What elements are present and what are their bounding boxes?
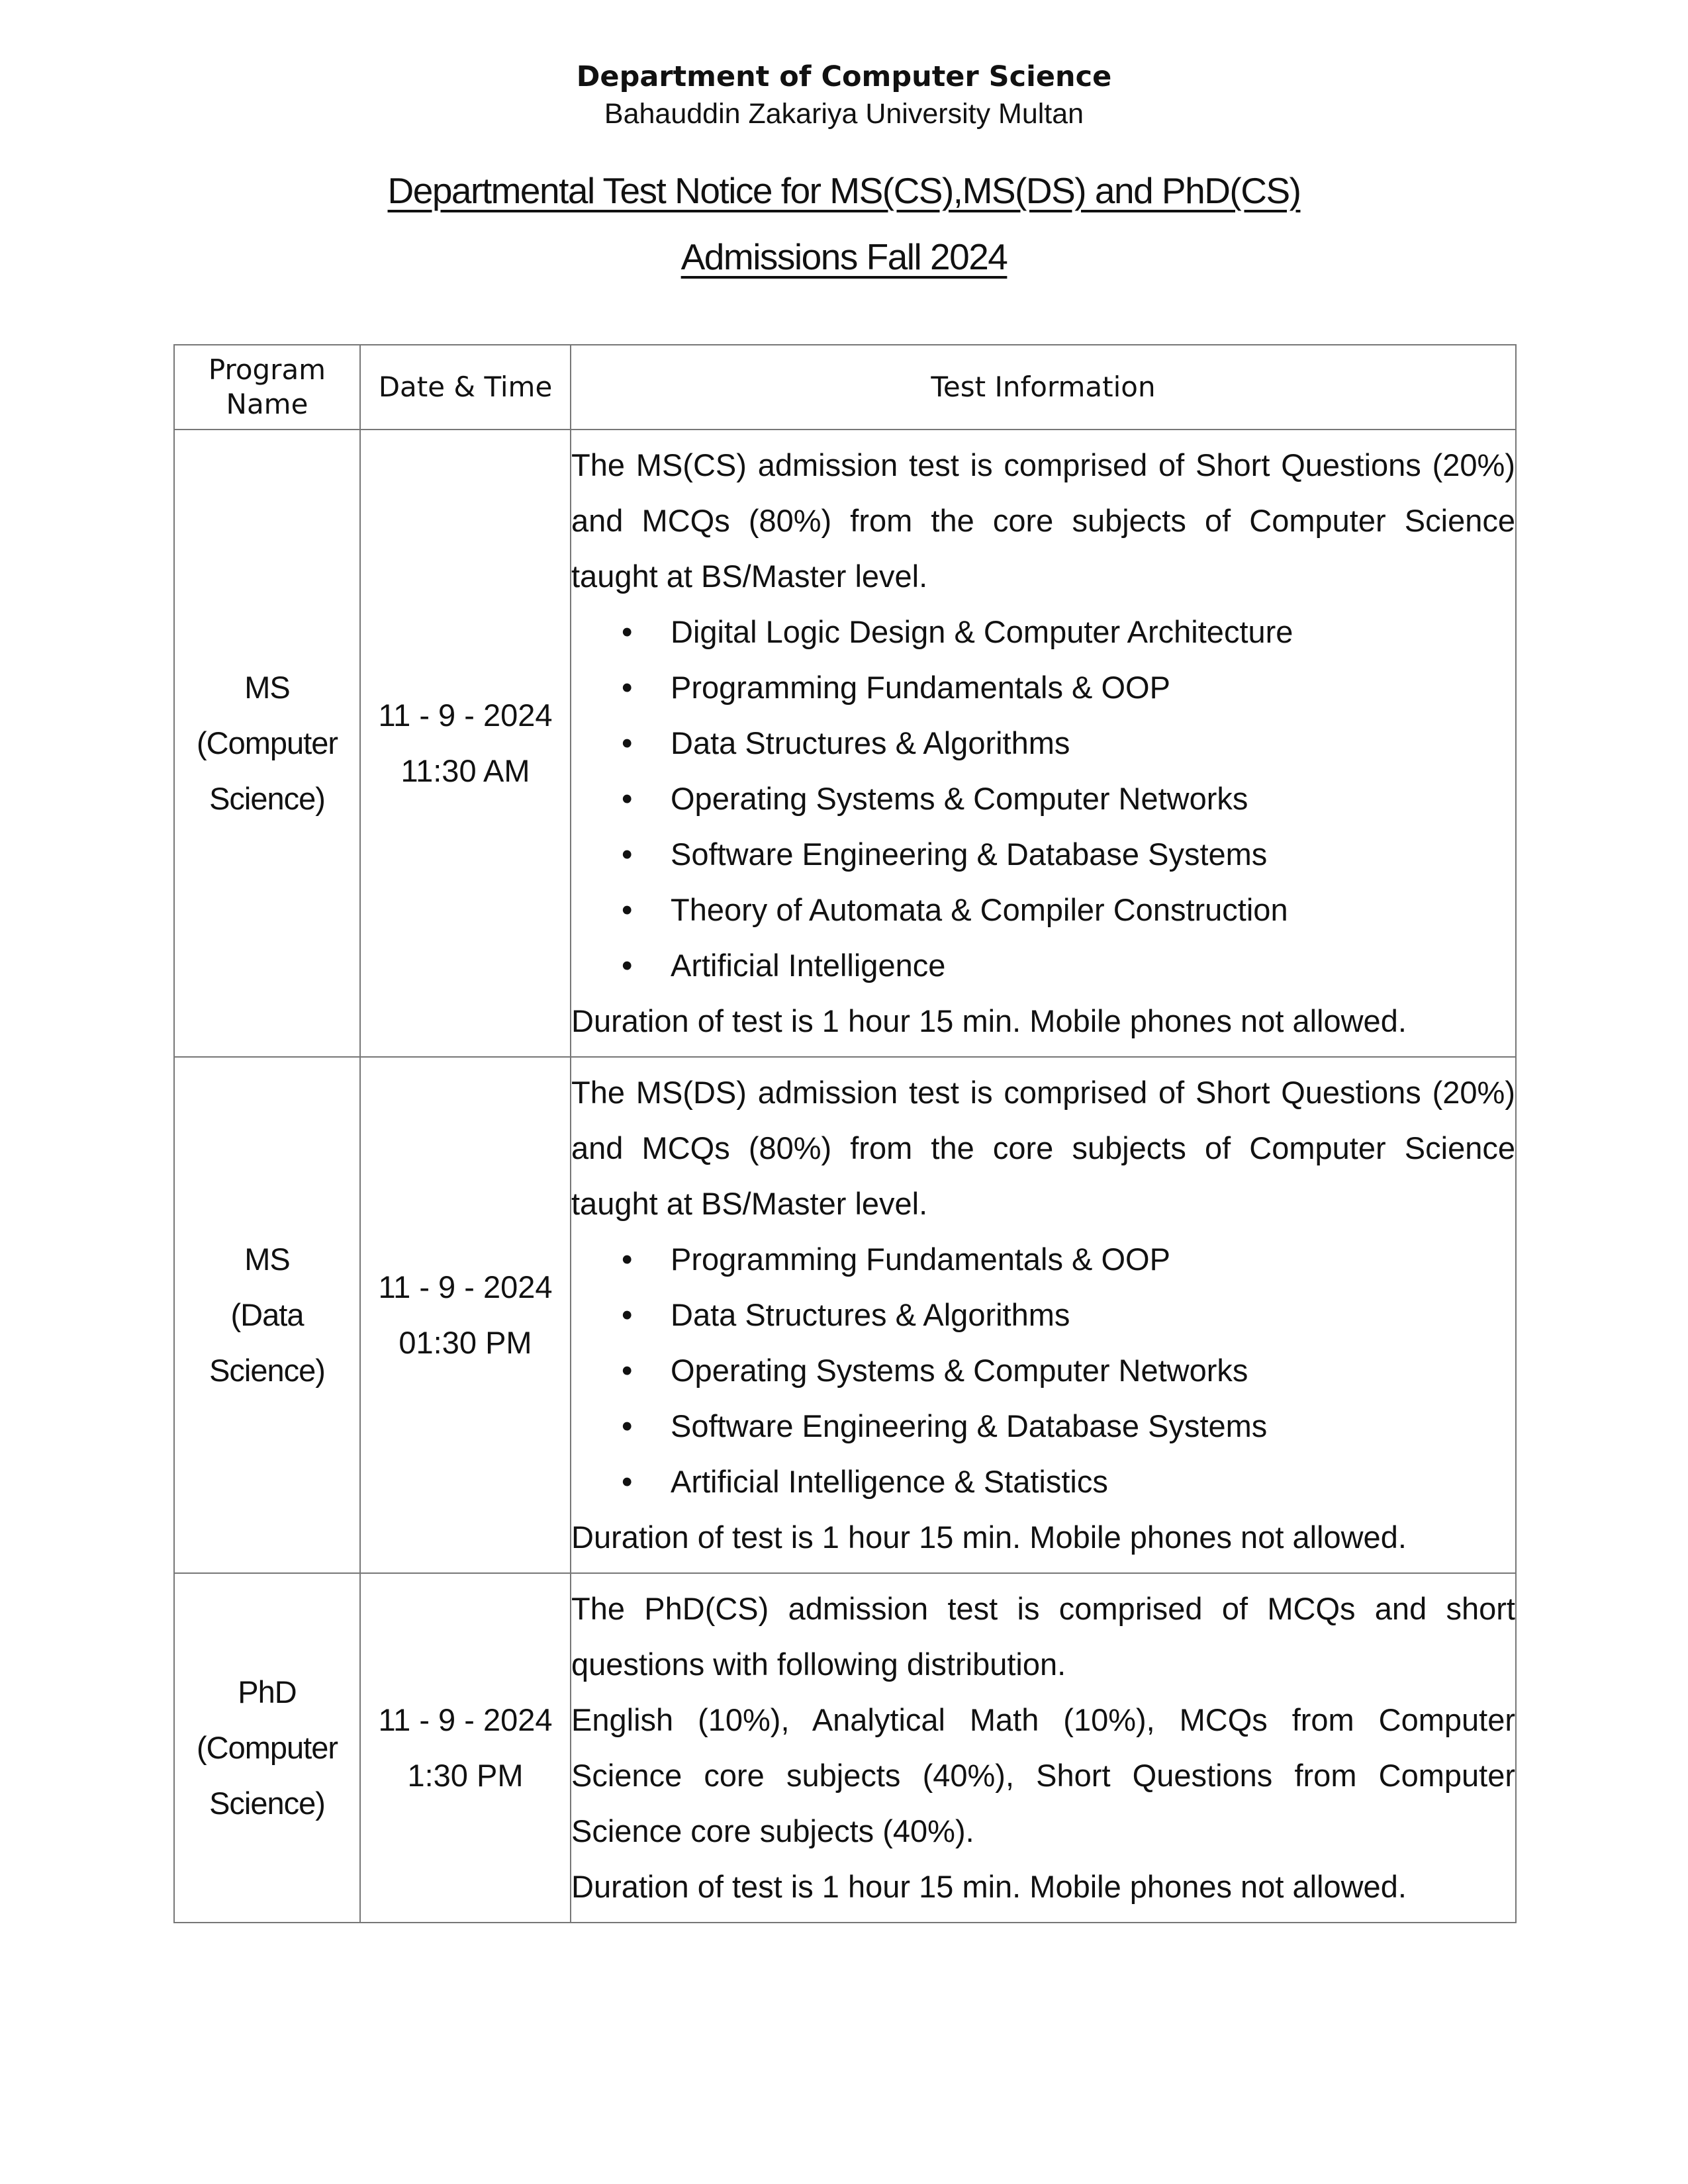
- subject-list: [571, 604, 1515, 993]
- list-item: • Software Engineering & Database Systems: [571, 827, 1515, 882]
- test-description: The MS(CS) admission test is comprised of Short Questions (20%) and MCQs (80%) from the core subjects of Computer Science taught at BS/Master level.: [571, 447, 1515, 594]
- header-date-time: Date & Time: [360, 345, 571, 430]
- duration-note: Duration of test is 1 hour 15 min. Mobile phones not allowed.: [571, 1003, 1407, 1038]
- department-name: Department of Computer Science: [576, 60, 1112, 93]
- table-row: [174, 430, 1516, 1057]
- header-program-label: Program Name: [208, 353, 326, 420]
- notice-title-line1: Departmental Test Notice for MS(CS),MS(DS) and PhD(CS): [387, 170, 1301, 211]
- list-item: • Theory of Automata & Compiler Construction: [571, 882, 1515, 938]
- duration-note: Duration of test is 1 hour 15 min. Mobile phones not allowed.: [571, 1520, 1407, 1555]
- date-time-cell: [360, 1573, 571, 1923]
- test-date: 11 - 9 - 2024: [378, 698, 553, 733]
- program-name-line: MS: [244, 1242, 290, 1277]
- table-header-row: [174, 345, 1516, 430]
- test-time: 11:30 AM: [400, 753, 530, 788]
- list-item: • Data Structures & Algorithms: [571, 715, 1515, 771]
- program-cell: [174, 1573, 360, 1923]
- subject-list: [571, 1232, 1515, 1510]
- list-item: • Data Structures & Algorithms: [571, 1287, 1515, 1343]
- program-name-line: Science): [209, 1786, 325, 1821]
- program-name-line: (Computer: [196, 725, 338, 760]
- program-name-line: (Data: [230, 1297, 304, 1332]
- test-date: 11 - 9 - 2024: [378, 1702, 553, 1737]
- header-test-information: Test Information: [571, 345, 1516, 430]
- test-information-cell: [571, 1057, 1516, 1573]
- duration-note: Duration of test is 1 hour 15 min. Mobile phones not allowed.: [571, 1869, 1407, 1904]
- program-cell: [174, 1057, 360, 1573]
- program-name-line: (Computer: [196, 1730, 338, 1765]
- list-item: • Artificial Intelligence & Statistics: [571, 1454, 1515, 1510]
- list-item: • Operating Systems & Computer Networks: [571, 771, 1515, 827]
- test-information-cell: [571, 1573, 1516, 1923]
- header-program-name: [174, 345, 360, 430]
- program-name-line: PhD: [238, 1674, 297, 1709]
- list-item: • Software Engineering & Database Systems: [571, 1398, 1515, 1454]
- test-schedule-table: [173, 344, 1517, 1923]
- document-header: [0, 58, 1688, 132]
- marks-distribution: English (10%), Analytical Math (10%), MCQs from Computer Science core subjects (40%), Short Questions from Computer Science core subjects (40%).: [571, 1702, 1515, 1848]
- table-row: [174, 1057, 1516, 1573]
- list-item: • Artificial Intelligence: [571, 938, 1515, 993]
- date-time-cell: [360, 1057, 571, 1573]
- list-item: • Operating Systems & Computer Networks: [571, 1343, 1515, 1398]
- program-cell: [174, 430, 360, 1057]
- test-information-cell: [571, 430, 1516, 1057]
- table-row: [174, 1573, 1516, 1923]
- program-name-line: MS: [244, 670, 290, 705]
- list-item: • Digital Logic Design & Computer Architecture: [571, 604, 1515, 660]
- university-name: Bahauddin Zakariya University Multan: [604, 98, 1084, 130]
- test-date: 11 - 9 - 2024: [378, 1269, 553, 1304]
- list-item: • Programming Fundamentals & OOP: [571, 1232, 1515, 1287]
- program-name-line: Science): [209, 781, 325, 816]
- notice-title: [0, 169, 1688, 212]
- test-time: 1:30 PM: [407, 1758, 524, 1793]
- notice-title-line2: Admissions Fall 2024: [680, 236, 1008, 277]
- program-name-line: Science): [209, 1353, 325, 1388]
- test-time: 01:30 PM: [399, 1325, 532, 1360]
- notice-subtitle: [0, 236, 1688, 278]
- list-item: • Programming Fundamentals & OOP: [571, 660, 1515, 715]
- test-description: The PhD(CS) admission test is comprised of MCQs and short questions with following distribution.: [571, 1591, 1515, 1682]
- date-time-cell: [360, 430, 571, 1057]
- test-description: The MS(DS) admission test is comprised of Short Questions (20%) and MCQs (80%) from the core subjects of Computer Science taught at BS/Master level.: [571, 1075, 1515, 1221]
